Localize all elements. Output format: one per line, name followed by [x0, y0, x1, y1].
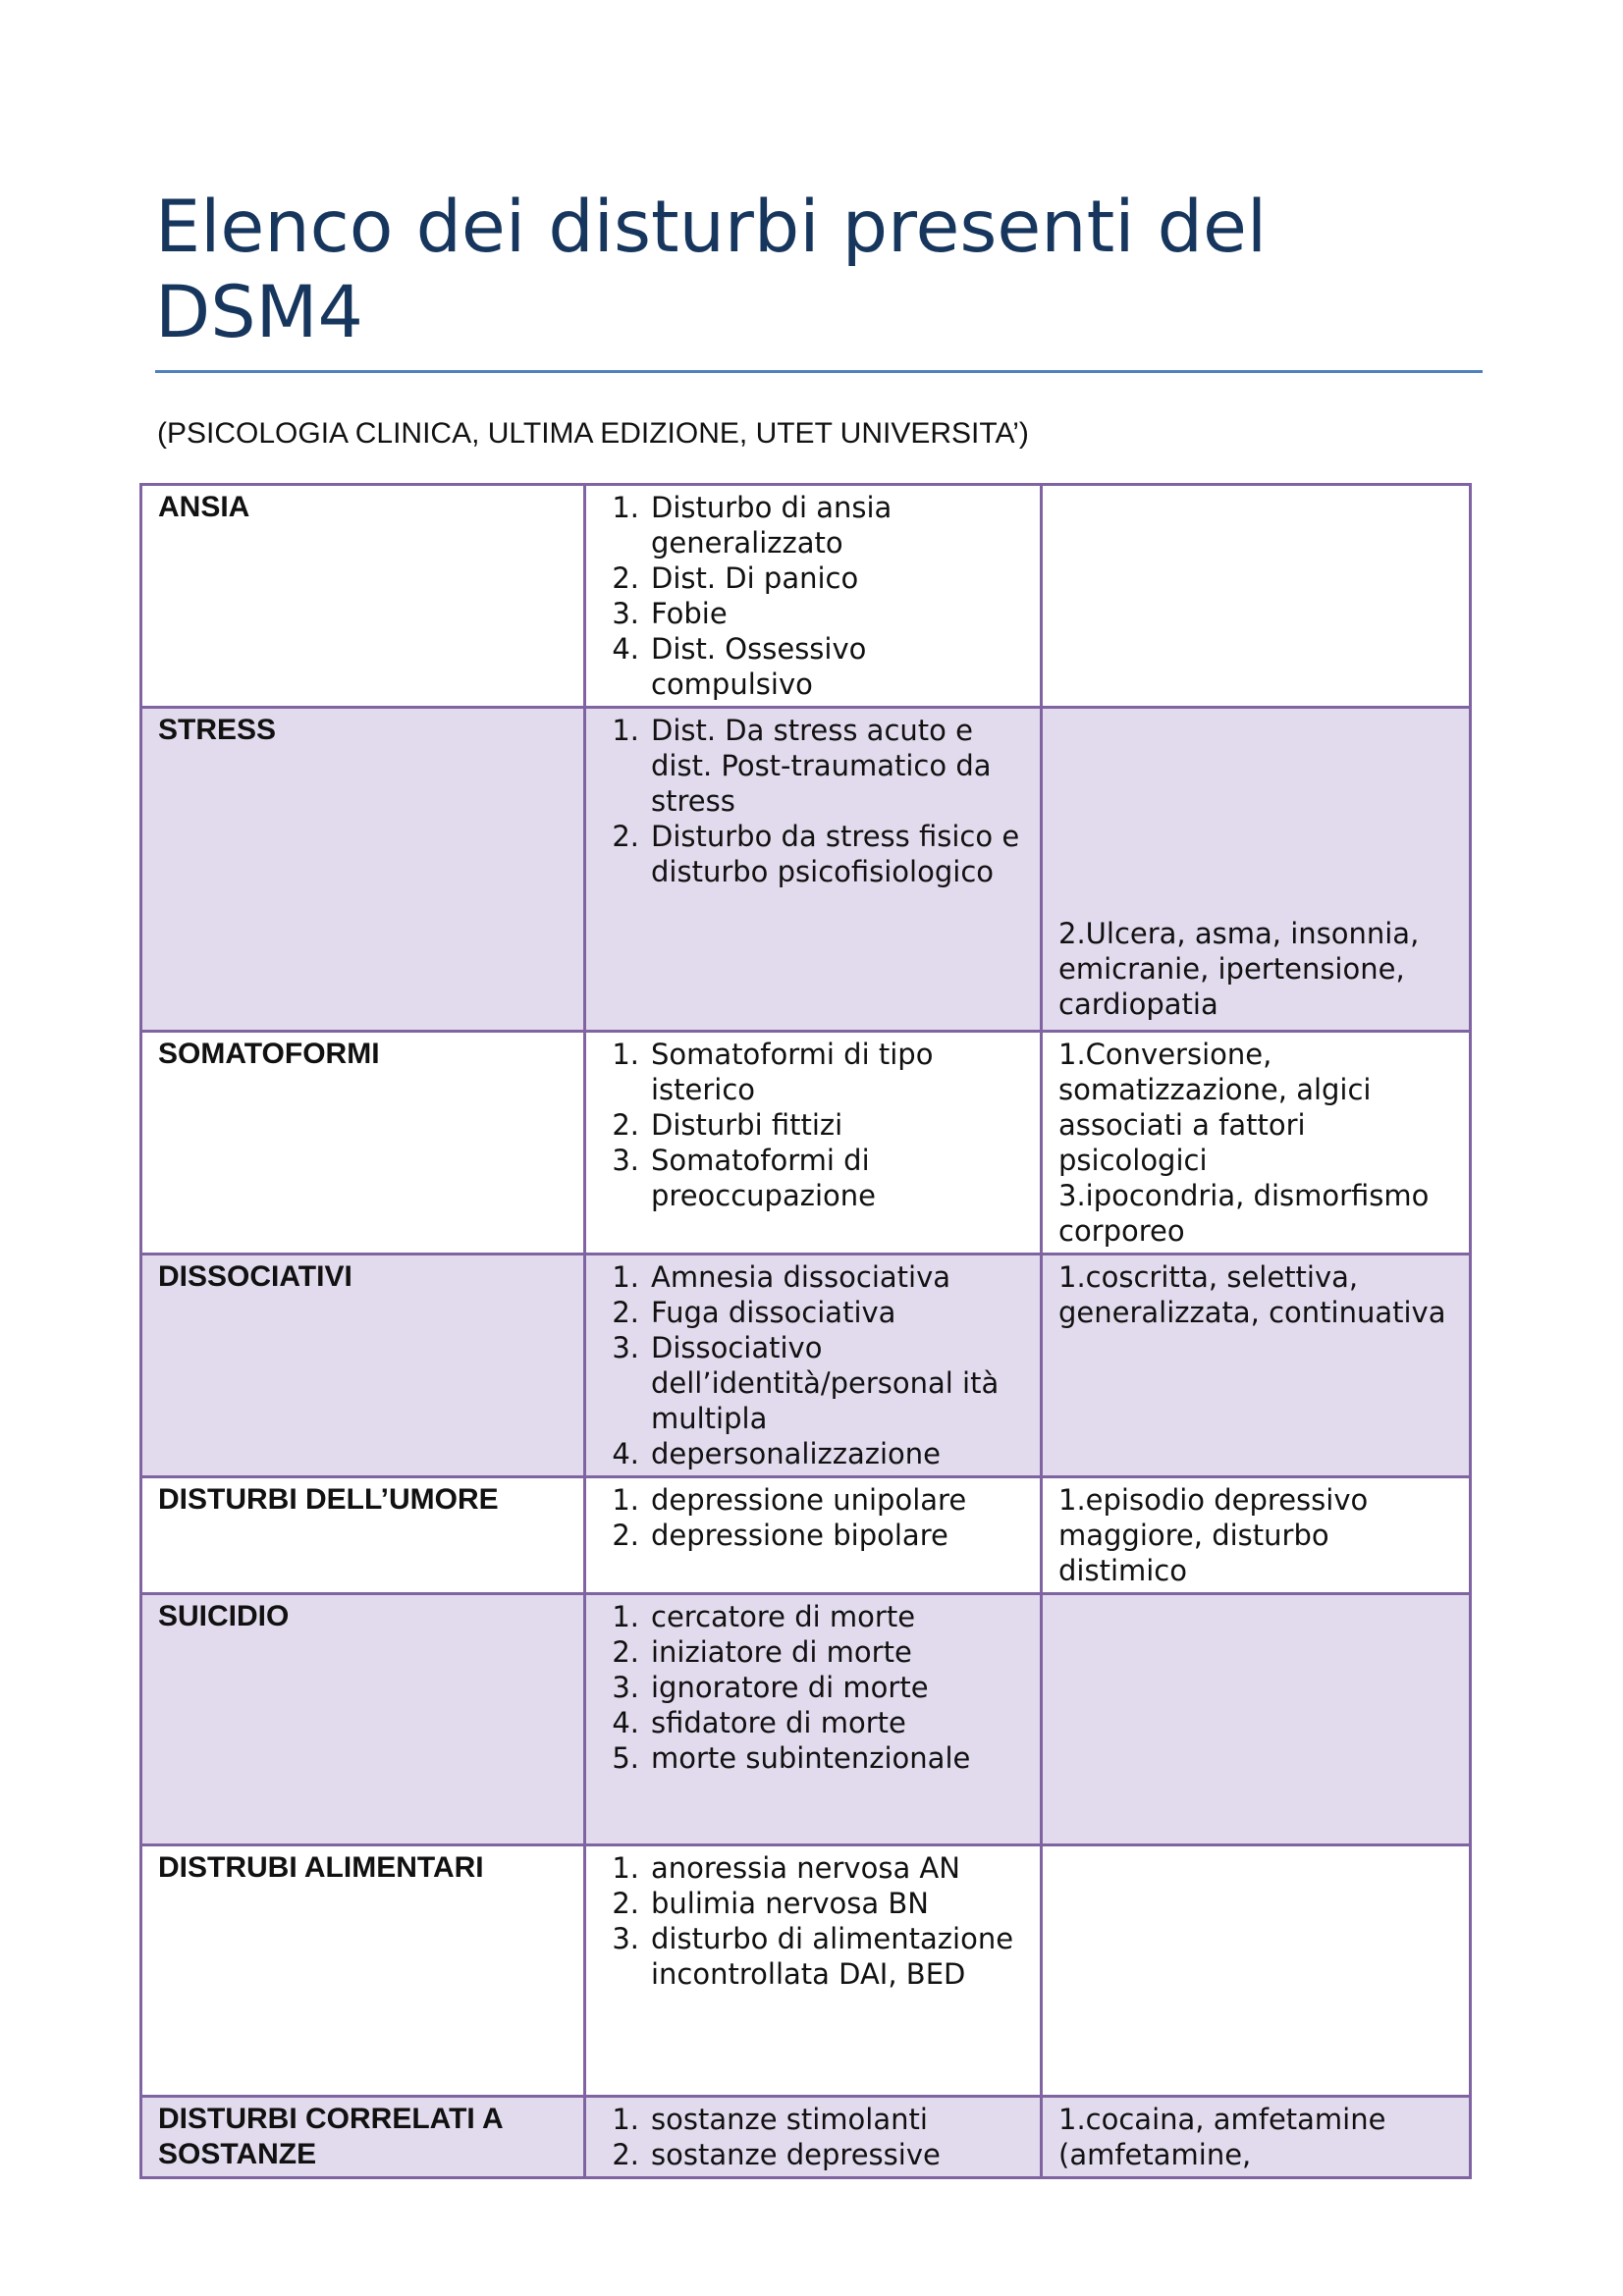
disorder-subtypes-cell [585, 2097, 1042, 2178]
list-item-number: 2. [612, 1296, 639, 1329]
list-item-number: 3. [612, 597, 639, 630]
list-item [602, 1599, 1026, 1634]
disorder-subtypes-cell [585, 1477, 1042, 1594]
table-row [141, 2097, 1471, 2178]
list-item-text: Disturbi fittizi [651, 1108, 843, 1142]
list-item-number: 2. [612, 561, 639, 595]
disorders-table [139, 483, 1472, 2179]
list-item-number: 1. [612, 2103, 639, 2136]
list-item [602, 2102, 1026, 2137]
list-item-number: 2. [612, 1887, 639, 1920]
disorder-category: SOMATOFORMI [141, 1032, 585, 1255]
note-text: 3.ipocondria, dismorfismo corporeo [1058, 1179, 1430, 1248]
disorder-notes-cell [1042, 1845, 1471, 2097]
subtype-list [602, 713, 1026, 889]
list-item-number: 1. [612, 714, 639, 747]
list-item-number: 4. [612, 632, 639, 666]
subtype-list [602, 1850, 1026, 1992]
list-item [602, 1670, 1026, 1705]
list-item [602, 1330, 1026, 1436]
list-item-number: 4. [612, 1437, 639, 1470]
list-item-number: 2. [612, 2138, 639, 2171]
list-item-number: 3. [612, 1144, 639, 1177]
subtype-list [602, 2102, 1026, 2172]
list-item-number: 2. [612, 1635, 639, 1669]
list-item [602, 2137, 1026, 2172]
list-item-text: Dist. Da stress acuto e dist. Post-traumatico da stress [651, 714, 992, 818]
source-reference: (PSICOLOGIA CLINICA, ULTIMA EDIZIONE, UTET UNIVERSITA’) [157, 417, 1029, 450]
list-item [602, 1037, 1026, 1107]
list-item [602, 1482, 1026, 1518]
list-item-text: iniziatore di morte [651, 1635, 912, 1669]
table-row [141, 1477, 1471, 1594]
list-item-text: Dist. Di panico [651, 561, 859, 595]
page-title: Elenco dei disturbi presenti del DSM4 [155, 186, 1268, 354]
disorder-category: SUICIDIO [141, 1594, 585, 1845]
list-item-number: 1. [612, 491, 639, 524]
list-item-text: Fobie [651, 597, 728, 630]
list-item-text: morte subintenzionale [651, 1741, 971, 1775]
disorder-notes-cell [1042, 1255, 1471, 1477]
list-item-text: bulimia nervosa BN [651, 1887, 929, 1920]
list-item-number: 5. [612, 1741, 639, 1775]
list-item [602, 1436, 1026, 1471]
list-item-text: Dist. Ossessivo compulsivo [651, 632, 867, 701]
list-item [602, 561, 1026, 596]
list-item-text: cercatore di morte [651, 1600, 916, 1633]
disorder-notes-cell [1042, 1594, 1471, 1845]
list-item-number: 3. [612, 1331, 639, 1364]
list-item [602, 1886, 1026, 1921]
disorder-subtypes-cell [585, 1845, 1042, 2097]
list-item-text: sfidatore di morte [651, 1706, 906, 1739]
list-item-number: 3. [612, 1671, 639, 1704]
list-item [602, 1107, 1026, 1143]
disorder-category: DISTURBI CORRELATI A SOSTANZE [141, 2097, 585, 2178]
list-item-number: 1. [612, 1483, 639, 1517]
table-row [141, 1032, 1471, 1255]
list-item [602, 1740, 1026, 1776]
note-text: 1.episodio depressivo maggiore, disturbo distimico [1058, 1483, 1369, 1587]
list-item-text: anoressia nervosa AN [651, 1851, 960, 1885]
list-item-text: Fuga dissociativa [651, 1296, 896, 1329]
list-item [602, 819, 1026, 889]
table-row [141, 485, 1471, 708]
disorder-category: STRESS [141, 708, 585, 1032]
list-item-text: depersonalizzazione [651, 1437, 941, 1470]
subtype-list [602, 1482, 1026, 1553]
note-text: 1.coscritta, selettiva, generalizzata, continuativa [1058, 1260, 1446, 1329]
list-item-text: Amnesia dissociativa [651, 1260, 951, 1294]
list-item [602, 713, 1026, 819]
disorder-notes-cell [1042, 1477, 1471, 1594]
disorder-notes-cell [1042, 485, 1471, 708]
disorders-table-body [141, 485, 1471, 2178]
subtype-list [602, 1599, 1026, 1776]
list-item-text: Disturbo da stress fisico e disturbo psicofisiologico [651, 820, 1020, 888]
list-item [602, 1634, 1026, 1670]
disorder-subtypes-cell [585, 1594, 1042, 1845]
list-item-text: Somatoformi di tipo isterico [651, 1038, 934, 1106]
list-item-text: ignoratore di morte [651, 1671, 929, 1704]
table-row [141, 1845, 1471, 2097]
disorder-subtypes-cell [585, 1255, 1042, 1477]
list-item-number: 1. [612, 1038, 639, 1071]
disorder-notes-cell [1042, 708, 1471, 1032]
disorder-notes-cell [1042, 2097, 1471, 2178]
list-item [602, 490, 1026, 561]
list-item-number: 3. [612, 1922, 639, 1955]
list-item-text: disturbo di alimentazione incontrollata DAI, BED [651, 1922, 1014, 1991]
subtype-list [602, 1037, 1026, 1213]
subtype-list [602, 1259, 1026, 1471]
disorder-category: DISSOCIATIVI [141, 1255, 585, 1477]
disorder-category: DISTURBI DELL’UMORE [141, 1477, 585, 1594]
list-item [602, 631, 1026, 702]
list-item [602, 1295, 1026, 1330]
list-item [602, 1705, 1026, 1740]
list-item [602, 1143, 1026, 1213]
list-item-text: Somatoformi di preoccupazione [651, 1144, 876, 1212]
note-text: 1.Conversione, somatizzazione, algici associati a fattori psicologici [1058, 1038, 1372, 1177]
list-item-number: 1. [612, 1600, 639, 1633]
list-item-text: sostanze depressive [651, 2138, 941, 2171]
table-row [141, 708, 1471, 1032]
list-item-number: 2. [612, 820, 639, 853]
list-item-text: sostanze stimolanti [651, 2103, 928, 2136]
title-underline [155, 370, 1483, 373]
note-text: 1.cocaina, amfetamine (amfetamine, [1058, 2103, 1386, 2171]
list-item [602, 1850, 1026, 1886]
list-item-text: Disturbo di ansia generalizzato [651, 491, 893, 560]
note-text: 2.Ulcera, asma, insonnia, emicranie, ipertensione, cardiopatia [1058, 917, 1420, 1021]
table-row [141, 1255, 1471, 1477]
table-row [141, 1594, 1471, 1845]
list-item [602, 1518, 1026, 1553]
list-item [602, 1259, 1026, 1295]
list-item-number: 2. [612, 1108, 639, 1142]
disorder-subtypes-cell [585, 708, 1042, 1032]
subtype-list [602, 490, 1026, 702]
list-item-text: Dissociativo dell’identità/personal ità multipla [651, 1331, 1000, 1435]
disorder-notes-cell [1042, 1032, 1471, 1255]
list-item-number: 2. [612, 1519, 639, 1552]
list-item-number: 4. [612, 1706, 639, 1739]
list-item-number: 1. [612, 1851, 639, 1885]
list-item-text: depressione unipolare [651, 1483, 967, 1517]
list-item-number: 1. [612, 1260, 639, 1294]
disorder-category: ANSIA [141, 485, 585, 708]
disorder-category: DISTRUBI ALIMENTARI [141, 1845, 585, 2097]
list-item [602, 1921, 1026, 1992]
list-item-text: depressione bipolare [651, 1519, 948, 1552]
disorder-subtypes-cell [585, 485, 1042, 708]
list-item [602, 596, 1026, 631]
disorder-subtypes-cell [585, 1032, 1042, 1255]
